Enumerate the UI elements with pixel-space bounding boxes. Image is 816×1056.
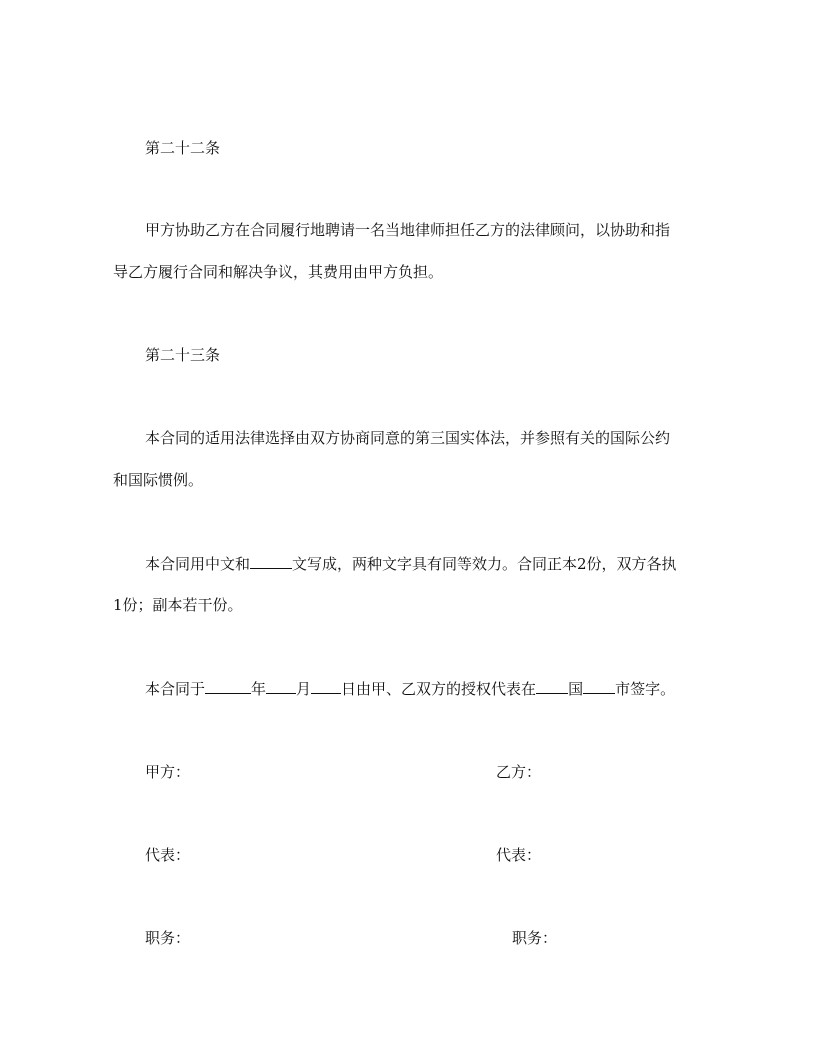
article-22-heading: 第二十二条 <box>145 139 221 157</box>
article-23-heading: 第二十三条 <box>145 346 221 364</box>
para2-text-b: 文写成，两种文字具有同等效力。合同正本2份，双方各执 <box>292 555 677 573</box>
country-blank <box>536 678 568 694</box>
article-23-para2-line-2: 1份；副本若干份。 <box>113 596 243 614</box>
language-blank <box>250 553 292 569</box>
party-b-label: 乙方： <box>496 763 542 781</box>
year-blank <box>205 678 251 694</box>
party-b-title-label: 职务： <box>512 929 558 947</box>
signing-text-city: 市签字。 <box>615 680 676 698</box>
signing-date-line <box>145 678 745 699</box>
city-blank <box>583 678 615 694</box>
month-blank <box>266 678 296 694</box>
party-a-label: 甲方： <box>145 763 191 781</box>
signing-text-a: 本合同于 <box>145 680 206 698</box>
party-a-representative-label: 代表： <box>145 846 191 864</box>
day-blank <box>311 678 341 694</box>
article-23-para1-line-1: 本合同的适用法律选择由双方协商同意的第三国实体法，并参照有关的国际公约 <box>145 429 671 447</box>
party-b-representative-label: 代表： <box>496 846 542 864</box>
signing-text-country: 国 <box>568 680 584 698</box>
signing-text-day: 日由甲、乙双方的授权代表在 <box>341 680 537 698</box>
party-a-title-label: 职务： <box>145 929 191 947</box>
article-22-line-2: 导乙方履行合同和解决争议，其费用由甲方负担。 <box>113 263 444 281</box>
signing-text-month: 月 <box>296 680 312 698</box>
article-22-line-1: 甲方协助乙方在合同履行地聘请一名当地律师担任乙方的法律顾问，以协助和指 <box>145 221 671 239</box>
signing-text-year: 年 <box>251 680 267 698</box>
para2-text-a: 本合同用中文和 <box>145 555 251 573</box>
article-23-para2-line-1 <box>145 553 745 574</box>
article-23-para1-line-2: 和国际惯例。 <box>113 471 204 489</box>
